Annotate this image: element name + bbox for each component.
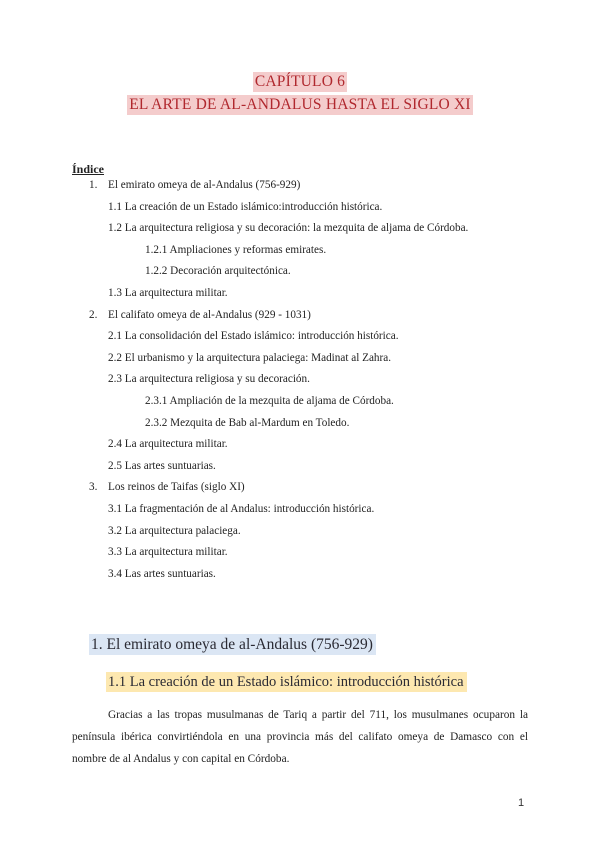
toc-item-text: 2.3 La arquitectura religiosa y su decoración.: [108, 373, 310, 386]
toc-item-text: El califato omeya de al-Andalus (929 - 1031): [108, 308, 311, 321]
toc-item-text: 1.2.1 Ampliaciones y reformas emirates.: [145, 243, 327, 256]
body-paragraph: Gracias a las tropas musulmanas de Tariq a partir del 711, los musulmanes ocuparon la península ibérica convirtiéndola en una provincia más del califato omeya de Damasco con el nombre de al Andalus y con capital en Córdoba.: [72, 709, 528, 765]
chapter-title: [0, 72, 600, 115]
toc-item-text: 3.3 La arquitectura militar.: [108, 546, 228, 559]
page-number: 1: [518, 797, 525, 809]
toc-item-number: 3.: [89, 481, 98, 494]
section-heading-1-1: 1.1 La creación de un Estado islámico: introducción histórica: [106, 672, 467, 692]
toc-item-text: 1.1 La creación de un Estado islámico:introducción histórica.: [108, 200, 383, 213]
toc-item-text: 2.4 La arquitectura militar.: [108, 438, 228, 451]
toc-item-text: Los reinos de Taifas (siglo XI): [108, 481, 245, 494]
toc-item-text: 3.1 La fragmentación de al Andalus: introducción histórica.: [108, 503, 375, 515]
toc-item-text: 1.2 La arquitectura religiosa y su decoración: la mezquita de aljama de Córdoba.: [108, 222, 469, 235]
section-heading-1: 1. El emirato omeya de al-Andalus (756-929): [89, 634, 376, 655]
toc-item-text: El emirato omeya de al-Andalus (756-929): [108, 179, 301, 191]
toc-heading: Índice: [72, 162, 105, 176]
toc-item-number: 2.: [89, 308, 98, 321]
toc-item-text: 2.3.1 Ampliación de la mezquita de aljama de Córdoba.: [145, 395, 394, 407]
toc-item-number: 1.: [89, 179, 98, 191]
toc-item-text: 1.2.2 Decoración arquitectónica.: [145, 265, 291, 278]
chapter-name: EL ARTE DE AL-ANDALUS HASTA EL SIGLO XI: [129, 96, 471, 113]
toc-item-text: 1.3 La arquitectura militar.: [108, 287, 228, 299]
toc-item-text: 2.3.2 Mezquita de Bab al-Mardum en Toledo.: [145, 416, 350, 429]
toc-item-text: 2.1 La consolidación del Estado islámico: introducción histórica.: [108, 330, 399, 343]
chapter-number: CAPÍTULO 6: [254, 73, 346, 90]
toc-item-text: 2.2 El urbanismo y la arquitectura palaciega: Madinat al Zahra.: [108, 351, 391, 364]
toc-item-text: 2.5 Las artes suntuarias.: [108, 459, 216, 472]
toc-item-text: 3.2 La arquitectura palaciega.: [108, 524, 241, 537]
toc-item-text: 3.4 Las artes suntuarias.: [108, 567, 216, 580]
